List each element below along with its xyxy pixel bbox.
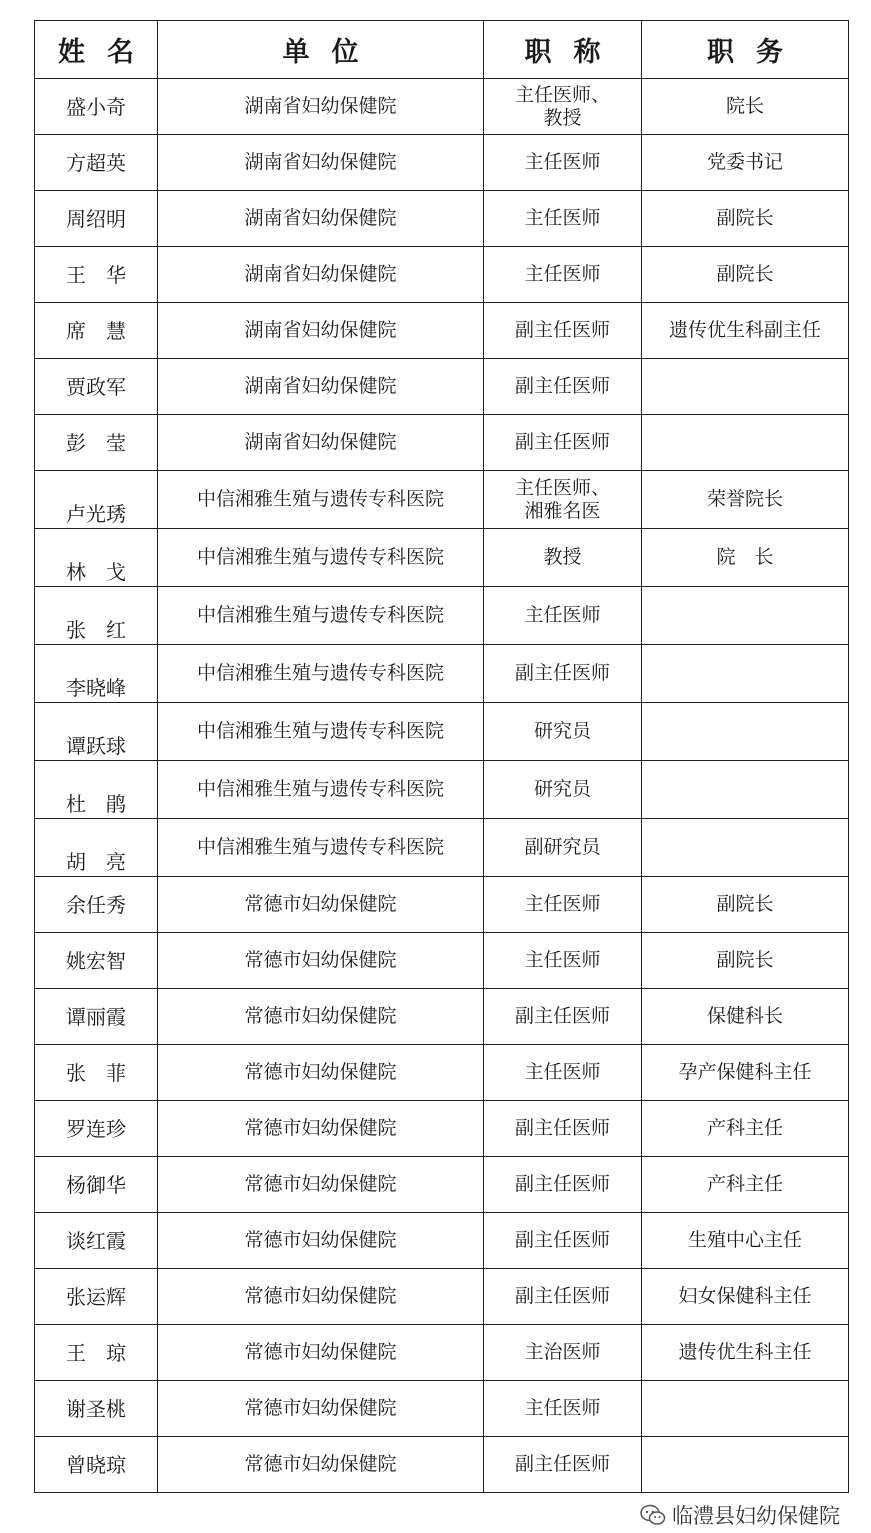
cell-title: 副主任医师 <box>484 1157 642 1213</box>
cell-title: 主任医师 <box>484 587 642 645</box>
cell-name: 张运辉 <box>35 1269 158 1325</box>
table-row <box>35 1437 849 1493</box>
header-unit: 单位 <box>158 21 484 79</box>
cell-name: 谈红霞 <box>35 1213 158 1269</box>
cell-unit: 中信湘雅生殖与遗传专科医院 <box>158 819 484 877</box>
cell-position <box>642 645 849 703</box>
cell-title: 副主任医师 <box>484 1269 642 1325</box>
cell-name: 余任秀 <box>35 877 158 933</box>
cell-title: 主任医师、 湘雅名医 <box>484 471 642 529</box>
table-row <box>35 933 849 989</box>
table-row <box>35 471 849 529</box>
cell-unit: 湖南省妇幼保健院 <box>158 79 484 135</box>
cell-position <box>642 359 849 415</box>
cell-position <box>642 587 849 645</box>
cell-title: 主治医师 <box>484 1325 642 1381</box>
cell-position <box>642 1437 849 1493</box>
cell-name: 杨御华 <box>35 1157 158 1213</box>
cell-name: 张 菲 <box>35 1045 158 1101</box>
cell-unit: 湖南省妇幼保健院 <box>158 191 484 247</box>
cell-unit: 常德市妇幼保健院 <box>158 933 484 989</box>
table-row <box>35 1325 849 1381</box>
cell-title: 主任医师 <box>484 877 642 933</box>
header-title: 职称 <box>484 21 642 79</box>
table-row <box>35 587 849 645</box>
cell-title: 副主任医师 <box>484 415 642 471</box>
cell-title: 副主任医师 <box>484 1213 642 1269</box>
cell-unit: 中信湘雅生殖与遗传专科医院 <box>158 471 484 529</box>
cell-unit: 中信湘雅生殖与遗传专科医院 <box>158 645 484 703</box>
cell-position: 院 长 <box>642 529 849 587</box>
cell-unit: 中信湘雅生殖与遗传专科医院 <box>158 587 484 645</box>
cell-unit: 常德市妇幼保健院 <box>158 1325 484 1381</box>
cell-position: 副院长 <box>642 247 849 303</box>
cell-title: 副主任医师 <box>484 1101 642 1157</box>
cell-position: 遗传优生科副主任 <box>642 303 849 359</box>
cell-position: 产科主任 <box>642 1157 849 1213</box>
table-row <box>35 1213 849 1269</box>
cell-position <box>642 703 849 761</box>
table-row <box>35 877 849 933</box>
cell-unit: 常德市妇幼保健院 <box>158 877 484 933</box>
watermark <box>640 1500 840 1530</box>
cell-title: 主任医师 <box>484 135 642 191</box>
cell-position: 妇女保健科主任 <box>642 1269 849 1325</box>
cell-unit: 湖南省妇幼保健院 <box>158 415 484 471</box>
table-row <box>35 1101 849 1157</box>
header-position: 职务 <box>642 21 849 79</box>
cell-unit: 湖南省妇幼保健院 <box>158 247 484 303</box>
cell-title: 副研究员 <box>484 819 642 877</box>
cell-position: 副院长 <box>642 933 849 989</box>
cell-title: 主任医师、 教授 <box>484 79 642 135</box>
watermark-text: 临澧县妇幼保健院 <box>672 1504 840 1528</box>
cell-name: 方超英 <box>35 135 158 191</box>
table-row <box>35 1269 849 1325</box>
cell-unit: 常德市妇幼保健院 <box>158 1045 484 1101</box>
table-row <box>35 135 849 191</box>
cell-title: 副主任医师 <box>484 1437 642 1493</box>
cell-name: 贾政军 <box>35 359 158 415</box>
cell-unit: 常德市妇幼保健院 <box>158 989 484 1045</box>
cell-unit: 中信湘雅生殖与遗传专科医院 <box>158 529 484 587</box>
cell-position <box>642 1381 849 1437</box>
header-name: 姓名 <box>35 21 158 79</box>
cell-unit: 常德市妇幼保健院 <box>158 1437 484 1493</box>
cell-name: 杜 鹃 <box>35 761 158 819</box>
cell-unit: 常德市妇幼保健院 <box>158 1269 484 1325</box>
staff-table <box>34 20 849 1493</box>
cell-name: 张 红 <box>35 587 158 645</box>
cell-title: 副主任医师 <box>484 359 642 415</box>
cell-position: 荣誉院长 <box>642 471 849 529</box>
cell-name: 谢圣桃 <box>35 1381 158 1437</box>
cell-unit: 常德市妇幼保健院 <box>158 1157 484 1213</box>
table-row <box>35 79 849 135</box>
cell-title: 副主任医师 <box>484 989 642 1045</box>
table-row <box>35 303 849 359</box>
cell-unit: 常德市妇幼保健院 <box>158 1381 484 1437</box>
table-row <box>35 989 849 1045</box>
cell-title: 主任医师 <box>484 247 642 303</box>
cell-title: 教授 <box>484 529 642 587</box>
cell-position: 党委书记 <box>642 135 849 191</box>
cell-name: 席 慧 <box>35 303 158 359</box>
cell-position <box>642 761 849 819</box>
cell-position: 生殖中心主任 <box>642 1213 849 1269</box>
cell-position: 副院长 <box>642 191 849 247</box>
cell-name: 彭 莹 <box>35 415 158 471</box>
cell-name: 曾晓琼 <box>35 1437 158 1493</box>
table-row <box>35 703 849 761</box>
table-row <box>35 1381 849 1437</box>
cell-name: 谭丽霞 <box>35 989 158 1045</box>
table-row <box>35 359 849 415</box>
cell-name: 王 琼 <box>35 1325 158 1381</box>
cell-title: 研究员 <box>484 703 642 761</box>
table-row <box>35 191 849 247</box>
cell-position: 保健科长 <box>642 989 849 1045</box>
cell-title: 主任医师 <box>484 191 642 247</box>
table-header-row <box>35 21 849 79</box>
cell-name: 林 戈 <box>35 529 158 587</box>
table-row <box>35 645 849 703</box>
table-row <box>35 415 849 471</box>
cell-unit: 湖南省妇幼保健院 <box>158 359 484 415</box>
cell-position <box>642 819 849 877</box>
cell-name: 盛小奇 <box>35 79 158 135</box>
cell-unit: 常德市妇幼保健院 <box>158 1101 484 1157</box>
cell-name: 李晓峰 <box>35 645 158 703</box>
cell-unit: 湖南省妇幼保健院 <box>158 303 484 359</box>
staff-table-container <box>34 20 849 1493</box>
cell-title: 研究员 <box>484 761 642 819</box>
table-row <box>35 247 849 303</box>
cell-position: 院长 <box>642 79 849 135</box>
table-row <box>35 819 849 877</box>
cell-name: 卢光琇 <box>35 471 158 529</box>
cell-position: 产科主任 <box>642 1101 849 1157</box>
cell-unit: 中信湘雅生殖与遗传专科医院 <box>158 703 484 761</box>
table-row <box>35 1045 849 1101</box>
table-row <box>35 529 849 587</box>
cell-position: 遗传优生科主任 <box>642 1325 849 1381</box>
cell-name: 姚宏智 <box>35 933 158 989</box>
cell-unit: 湖南省妇幼保健院 <box>158 135 484 191</box>
cell-name: 胡 亮 <box>35 819 158 877</box>
cell-name: 王 华 <box>35 247 158 303</box>
cell-title: 主任医师 <box>484 933 642 989</box>
cell-position: 孕产保健科主任 <box>642 1045 849 1101</box>
cell-unit: 常德市妇幼保健院 <box>158 1213 484 1269</box>
cell-unit: 中信湘雅生殖与遗传专科医院 <box>158 761 484 819</box>
table-row <box>35 1157 849 1213</box>
cell-name: 谭跃球 <box>35 703 158 761</box>
cell-name: 周绍明 <box>35 191 158 247</box>
cell-title: 主任医师 <box>484 1045 642 1101</box>
cell-name: 罗连珍 <box>35 1101 158 1157</box>
table-row <box>35 761 849 819</box>
cell-title: 主任医师 <box>484 1381 642 1437</box>
wechat-icon <box>640 1504 666 1526</box>
cell-position <box>642 415 849 471</box>
cell-title: 副主任医师 <box>484 645 642 703</box>
cell-position: 副院长 <box>642 877 849 933</box>
cell-title: 副主任医师 <box>484 303 642 359</box>
